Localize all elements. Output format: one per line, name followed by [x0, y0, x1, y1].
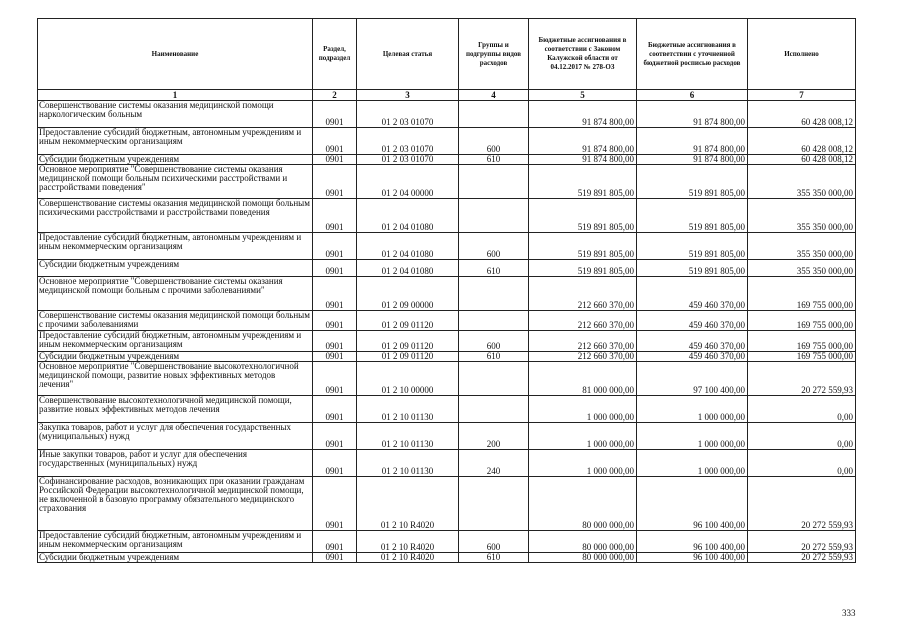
row-law-amount: 80 000 000,00	[529, 553, 637, 563]
row-name: Предоставление субсидий бюджетным, автономным учреждениям и иным некоммерческим организациям	[38, 128, 313, 155]
row-law-amount: 91 874 800,00	[529, 101, 637, 128]
table-row	[38, 260, 856, 277]
table-row	[38, 233, 856, 260]
row-section: 0901	[313, 396, 357, 423]
row-section: 0901	[313, 531, 357, 553]
budget-table	[37, 18, 856, 563]
row-name: Основное мероприятие "Совершенствование системы оказания медицинской помощи больным с прочими заболеваниями"	[38, 277, 313, 311]
column-number-row	[38, 90, 856, 101]
row-refined-amount: 519 891 805,00	[637, 260, 748, 277]
row-executed-amount: 355 350 000,00	[748, 165, 856, 199]
row-refined-amount: 519 891 805,00	[637, 165, 748, 199]
row-law-amount: 80 000 000,00	[529, 477, 637, 531]
column-number: 7	[748, 90, 856, 101]
header-target-article: Целевая статья	[357, 19, 459, 90]
row-target-article: 01 2 09 00000	[357, 277, 459, 311]
page-number: 333	[842, 608, 856, 618]
row-name: Основное мероприятие "Совершенствование системы оказания медицинской помощи больным психическими расстройствами и расстройствами поведения"	[38, 165, 313, 199]
row-section: 0901	[313, 362, 357, 396]
row-law-amount: 1 000 000,00	[529, 450, 637, 477]
row-refined-amount: 96 100 400,00	[637, 531, 748, 553]
row-law-amount: 1 000 000,00	[529, 423, 637, 450]
row-refined-amount: 519 891 805,00	[637, 233, 748, 260]
row-executed-amount: 0,00	[748, 396, 856, 423]
row-section: 0901	[313, 128, 357, 155]
row-section: 0901	[313, 277, 357, 311]
row-refined-amount: 459 460 370,00	[637, 311, 748, 331]
row-name: Закупка товаров, работ и услуг для обеспечения государственных (муниципальных) нужд	[38, 423, 313, 450]
row-refined-amount: 96 100 400,00	[637, 553, 748, 563]
row-refined-amount: 519 891 805,00	[637, 199, 748, 233]
row-law-amount: 519 891 805,00	[529, 165, 637, 199]
row-refined-amount: 459 460 370,00	[637, 277, 748, 311]
row-expense-group: 610	[459, 352, 529, 362]
column-number: 5	[529, 90, 637, 101]
row-executed-amount: 0,00	[748, 423, 856, 450]
row-name: Основное мероприятие "Совершенствование высокотехнологичной медицинской помощи, развитие новых эффективных методов лечения"	[38, 362, 313, 396]
row-target-article: 01 2 10 R4020	[357, 553, 459, 563]
row-expense-group: 610	[459, 260, 529, 277]
row-executed-amount: 20 272 559,93	[748, 477, 856, 531]
row-refined-amount: 91 874 800,00	[637, 155, 748, 165]
row-target-article: 01 2 09 01120	[357, 331, 459, 352]
row-expense-group	[459, 362, 529, 396]
row-section: 0901	[313, 311, 357, 331]
header-executed: Исполнено	[748, 19, 856, 90]
table-row	[38, 128, 856, 155]
row-refined-amount: 1 000 000,00	[637, 450, 748, 477]
table-row	[38, 362, 856, 396]
row-name: Субсидии бюджетным учреждениям	[38, 352, 313, 362]
table-row	[38, 352, 856, 362]
row-target-article: 01 2 09 01120	[357, 311, 459, 331]
table-row	[38, 331, 856, 352]
row-target-article: 01 2 04 01080	[357, 233, 459, 260]
row-refined-amount: 459 460 370,00	[637, 352, 748, 362]
row-expense-group: 600	[459, 531, 529, 553]
row-executed-amount: 169 755 000,00	[748, 331, 856, 352]
row-target-article: 01 2 03 01070	[357, 155, 459, 165]
row-target-article: 01 2 10 01130	[357, 396, 459, 423]
row-target-article: 01 2 09 01120	[357, 352, 459, 362]
column-number: 1	[38, 90, 313, 101]
table-row	[38, 311, 856, 331]
table-row	[38, 101, 856, 128]
row-executed-amount: 0,00	[748, 450, 856, 477]
row-name: Совершенствование системы оказания медицинской помощи наркологическим больным	[38, 101, 313, 128]
row-law-amount: 1 000 000,00	[529, 396, 637, 423]
row-refined-amount: 1 000 000,00	[637, 396, 748, 423]
row-law-amount: 80 000 000,00	[529, 531, 637, 553]
row-expense-group: 600	[459, 233, 529, 260]
row-target-article: 01 2 10 00000	[357, 362, 459, 396]
row-section: 0901	[313, 165, 357, 199]
row-refined-amount: 91 874 800,00	[637, 128, 748, 155]
row-law-amount: 212 660 370,00	[529, 352, 637, 362]
table-row	[38, 531, 856, 553]
row-section: 0901	[313, 155, 357, 165]
row-executed-amount: 355 350 000,00	[748, 260, 856, 277]
row-refined-amount: 91 874 800,00	[637, 101, 748, 128]
header-section: Раздел, подраздел	[313, 19, 357, 90]
row-law-amount: 212 660 370,00	[529, 277, 637, 311]
row-target-article: 01 2 10 01130	[357, 450, 459, 477]
row-executed-amount: 169 755 000,00	[748, 311, 856, 331]
row-executed-amount: 355 350 000,00	[748, 199, 856, 233]
row-law-amount: 91 874 800,00	[529, 155, 637, 165]
row-expense-group	[459, 311, 529, 331]
row-expense-group: 610	[459, 553, 529, 563]
column-number: 4	[459, 90, 529, 101]
row-name: Совершенствование высокотехнологичной медицинской помощи, развитие новых эффективных методов лечения	[38, 396, 313, 423]
row-section: 0901	[313, 352, 357, 362]
row-expense-group	[459, 477, 529, 531]
row-name: Субсидии бюджетным учреждениям	[38, 260, 313, 277]
table-row	[38, 423, 856, 450]
column-number: 3	[357, 90, 459, 101]
row-refined-amount: 96 100 400,00	[637, 477, 748, 531]
row-name: Иные закупки товаров, работ и услуг для обеспечения государственных (муниципальных) нужд	[38, 450, 313, 477]
row-expense-group: 600	[459, 128, 529, 155]
table-row	[38, 553, 856, 563]
header-row	[38, 19, 856, 90]
row-section: 0901	[313, 260, 357, 277]
header-expense-groups: Группы и подгруппы видов расходов	[459, 19, 529, 90]
row-law-amount: 519 891 805,00	[529, 233, 637, 260]
row-law-amount: 519 891 805,00	[529, 260, 637, 277]
row-expense-group	[459, 165, 529, 199]
row-section: 0901	[313, 553, 357, 563]
row-executed-amount: 169 755 000,00	[748, 277, 856, 311]
row-section: 0901	[313, 199, 357, 233]
row-executed-amount: 355 350 000,00	[748, 233, 856, 260]
row-expense-group: 200	[459, 423, 529, 450]
row-executed-amount: 60 428 008,12	[748, 128, 856, 155]
row-executed-amount: 60 428 008,12	[748, 155, 856, 165]
row-refined-amount: 459 460 370,00	[637, 331, 748, 352]
row-target-article: 01 2 10 R4020	[357, 477, 459, 531]
row-name: Предоставление субсидий бюджетным, автономным учреждениям и иным некоммерческим организациям	[38, 331, 313, 352]
row-expense-group: 240	[459, 450, 529, 477]
row-name: Софинансирование расходов, возникающих при оказании гражданам Российской Федерации высокотехнологичной медицинской помощи, не включенной в базовую программу обязательного медицинского страхования	[38, 477, 313, 531]
row-name: Предоставление субсидий бюджетным, автономным учреждениям и иным некоммерческим организациям	[38, 233, 313, 260]
row-name: Совершенствование системы оказания медицинской помощи больным психическими расстройствами и расстройствами поведения	[38, 199, 313, 233]
row-target-article: 01 2 03 01070	[357, 128, 459, 155]
row-law-amount: 212 660 370,00	[529, 331, 637, 352]
row-section: 0901	[313, 450, 357, 477]
row-target-article: 01 2 10 R4020	[357, 531, 459, 553]
table-row	[38, 199, 856, 233]
row-law-amount: 212 660 370,00	[529, 311, 637, 331]
row-target-article: 01 2 04 00000	[357, 165, 459, 199]
row-section: 0901	[313, 101, 357, 128]
row-target-article: 01 2 10 01130	[357, 423, 459, 450]
row-expense-group: 600	[459, 331, 529, 352]
row-target-article: 01 2 04 01080	[357, 260, 459, 277]
table-row	[38, 477, 856, 531]
row-law-amount: 91 874 800,00	[529, 128, 637, 155]
row-name: Совершенствование системы оказания медицинской помощи больным с прочими заболеваниями	[38, 311, 313, 331]
header-refined-allocations: Бюджетные ассигнования в соответствии с уточненной бюджетной росписью расходов	[637, 19, 748, 90]
row-expense-group: 610	[459, 155, 529, 165]
row-expense-group	[459, 396, 529, 423]
row-executed-amount: 20 272 559,93	[748, 362, 856, 396]
table-row	[38, 155, 856, 165]
row-executed-amount: 20 272 559,93	[748, 531, 856, 553]
row-target-article: 01 2 04 01080	[357, 199, 459, 233]
row-law-amount: 519 891 805,00	[529, 199, 637, 233]
header-name: Наименование	[38, 19, 313, 90]
row-expense-group	[459, 277, 529, 311]
row-refined-amount: 97 100 400,00	[637, 362, 748, 396]
row-refined-amount: 1 000 000,00	[637, 423, 748, 450]
column-number: 6	[637, 90, 748, 101]
row-name: Субсидии бюджетным учреждениям	[38, 553, 313, 563]
row-name: Предоставление субсидий бюджетным, автономным учреждениям и иным некоммерческим организациям	[38, 531, 313, 553]
row-law-amount: 81 000 000,00	[529, 362, 637, 396]
table-row	[38, 396, 856, 423]
row-executed-amount: 20 272 559,93	[748, 553, 856, 563]
table-row	[38, 277, 856, 311]
table-row	[38, 450, 856, 477]
row-expense-group	[459, 199, 529, 233]
row-name: Субсидии бюджетным учреждениям	[38, 155, 313, 165]
row-section: 0901	[313, 423, 357, 450]
table-row	[38, 165, 856, 199]
column-number: 2	[313, 90, 357, 101]
row-section: 0901	[313, 233, 357, 260]
row-executed-amount: 60 428 008,12	[748, 101, 856, 128]
row-section: 0901	[313, 331, 357, 352]
row-expense-group	[459, 101, 529, 128]
row-target-article: 01 2 03 01070	[357, 101, 459, 128]
header-law-allocations: Бюджетные ассигнования в соответствии с Законом Калужской области от 04.12.2017 № 278-ОЗ	[529, 19, 637, 90]
row-section: 0901	[313, 477, 357, 531]
row-executed-amount: 169 755 000,00	[748, 352, 856, 362]
